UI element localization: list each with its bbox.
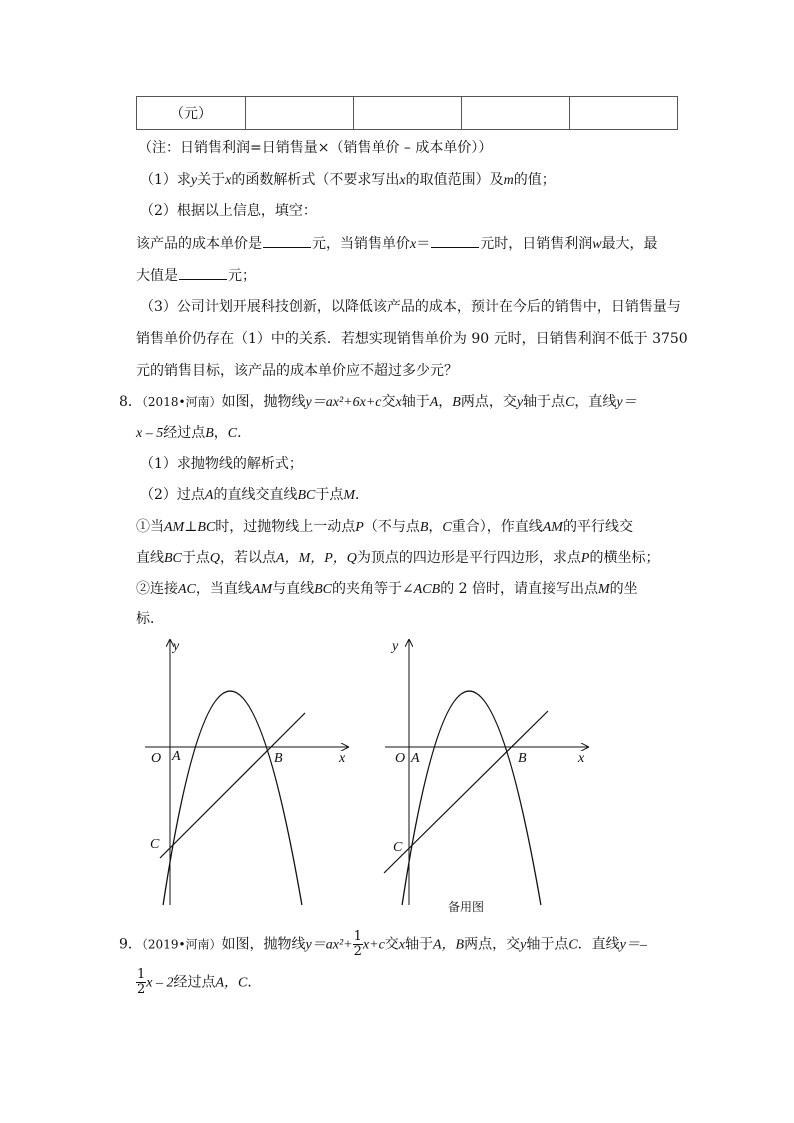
- q8-stem-line1: 8．（2018•河南）如图，抛物线y＝ax²+6x+c交x轴于A，B两点，交y轴于点C，直线y＝: [119, 394, 637, 410]
- table-cell-unit: （元）: [137, 97, 246, 130]
- q9-stem-line1: 9．（2019•河南）如图，抛物线y＝ax²+ $\frac{1}{2}$ x+c交x轴于A，B两点，交y轴于点C．直线y＝–: [119, 929, 647, 959]
- question-source: （2019•河南）: [141, 937, 222, 952]
- y-axis-label: y: [392, 639, 399, 654]
- point-b-label: B: [518, 751, 527, 766]
- q8-case2-line2: 标．: [136, 611, 164, 627]
- q8-stem-line2: x – 5经过点B，C．: [136, 425, 252, 441]
- line-bc: [160, 713, 305, 858]
- q7-part3-line2: 销售单价仍存在（1）中的关系．若想实现销售单价为 90 元时，日销售利润不低于 3750: [136, 331, 688, 347]
- q8-case2-line1: ②连接AC，当直线AM与直线BC的夹角等于∠ACB的 2 倍时，请直接写出点M的坐: [136, 581, 638, 597]
- x-axis-label: x: [339, 751, 346, 766]
- q7-fill-line2: 大值是 元；: [136, 265, 256, 286]
- point-c-label: C: [393, 840, 403, 855]
- q8-case1-line1: ①当AM⊥BC时，过抛物线上一动点P（不与点B，C重合），作直线AM的平行线交: [136, 519, 633, 535]
- point-c-label: C: [150, 837, 160, 852]
- q7-part3-line1: （3）公司计划开展科技创新，以降低该产品的成本，预计在今后的销售中，日销售量与: [140, 299, 681, 315]
- point-b-label: B: [274, 751, 283, 766]
- y-axis-label: y: [173, 639, 180, 654]
- parabola-curve: [402, 691, 541, 905]
- q7-fill-line1: 该产品的成本单价是 元，当销售单价x＝ 元时，日销售利润w最大，最: [136, 233, 658, 255]
- origin-label: O: [151, 751, 162, 766]
- question-number: 9．: [119, 936, 142, 953]
- q9-stem-line2: $\frac{1}{2}$ x – 2经过点A，C．: [137, 967, 262, 997]
- figure-spare: [384, 639, 588, 914]
- note-line: （注：日销售利润=日销售量×（销售单价 – 成本单价））: [138, 140, 493, 156]
- fraction-half: $\frac{1}{2}$: [353, 929, 362, 959]
- q8-case1-line2: 直线BC于点Q，若以点A，M，P，Q为顶点的四边形是平行四边形，求点P的横坐标；: [136, 550, 660, 566]
- q7-part2: （2）根据以上信息，填空：: [140, 203, 317, 219]
- q8-part2: （2）过点A的直线交直线BC于点M．: [140, 487, 370, 503]
- point-a-label: A: [411, 751, 420, 766]
- q7-part1: （1）求y关于x的函数解析式（不要求写出x的取值范围）及m的值；: [140, 172, 556, 188]
- origin-label: O: [395, 751, 406, 766]
- figure-caption: 备用图: [448, 900, 485, 914]
- q7-part3-line3: 元的销售目标，该产品的成本单价应不超过多少元？: [136, 363, 458, 379]
- point-a-label: A: [172, 749, 181, 764]
- question-number: 8．: [119, 394, 142, 410]
- parabola-curve: [163, 691, 302, 905]
- x-axis-label: x: [578, 751, 585, 766]
- q8-part1: （1）求抛物线的解析式；: [140, 456, 303, 472]
- figure-main: [145, 639, 348, 905]
- question-source: （2018•河南）: [141, 395, 222, 409]
- fraction-half: $\frac{1}{2}$: [137, 967, 146, 997]
